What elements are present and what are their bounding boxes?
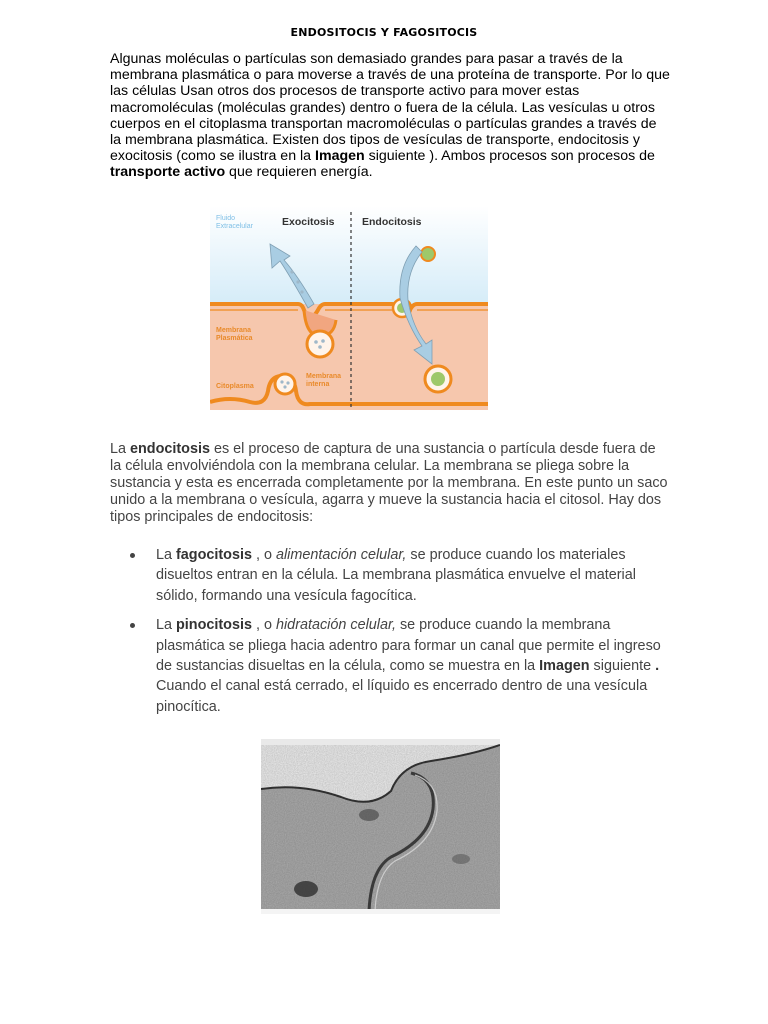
cytoplasm-area <box>210 304 488 410</box>
bullet-text: La <box>156 617 177 634</box>
membrane-label: Membrana Plasmática <box>216 327 253 342</box>
bullet-text: siguiente <box>589 658 652 675</box>
cytoplasm-vesicle <box>275 374 295 394</box>
bullet-text: La <box>156 547 177 563</box>
bullet-bold-dot: . <box>651 658 660 675</box>
list-item-pinocitosis <box>110 615 670 717</box>
intro-text-1: Algunas moléculas o partículas son demasiado grandes para pasar a través de la membrana plasmática o para moverse a través de una proteína de transporte. Por lo que las células Usan otros dos procesos de transporte activo para mover estas macromoléculas (moléculas grandes) dentro o fuera de la célula. Las vesículas u otros cuerpos en el citoplasma transportan macromoléculas o partículas grandes a través de la membrana plasmática. Existen dos tipos de vesículas de transporte, endocitosis y exocitosis (como se ilustra en la <box>110 51 670 165</box>
bullet-dot <box>130 553 135 558</box>
micrograph-organelle <box>359 809 379 821</box>
intro-text-2: siguiente ). Ambos procesos son procesos de <box>364 148 655 165</box>
bullet-italic: hidratación celular, <box>275 617 396 634</box>
bullet-text: , o <box>251 617 276 634</box>
exocytosis-endocytosis-diagram <box>210 206 488 410</box>
extracellular-particle <box>421 247 435 261</box>
endo-bold: endocitosis <box>130 441 210 457</box>
intro-bold-transporte: transporte activo <box>110 164 226 181</box>
bullet-bold-imagen: Imagen <box>539 658 590 675</box>
fluid-label: Fluido Extracelular <box>216 215 253 230</box>
bullet-text: se produce cuando la membrana plasmática se pliega hacia adentro para formar un canal que permite el ingreso de sustancias disueltas en la célula, como se muestra en la <box>156 617 661 675</box>
intro-text-3: que requieren energía. <box>225 164 373 181</box>
micrograph-image <box>261 739 500 914</box>
cytoplasm-label: Citoplasma <box>216 383 254 390</box>
bullet-italic: alimentación celular, <box>275 547 407 563</box>
list-item-fagocitosis <box>110 545 670 606</box>
bullet-bold: fagocitosis <box>176 547 252 563</box>
exocytosis-vesicle <box>307 331 333 357</box>
bullet-dot <box>130 623 135 628</box>
bullet-text: , o <box>251 547 276 563</box>
endocytosis-paragraph <box>110 441 670 526</box>
bullet-bold: pinocitosis <box>176 617 252 634</box>
endocytosis-label: Endocitosis <box>362 216 422 228</box>
endocytosis-types-list <box>110 545 670 726</box>
endo-text-pre: La <box>110 441 131 457</box>
intro-paragraph <box>110 51 670 181</box>
extracellular-fluid-area <box>210 206 488 304</box>
intro-bold-imagen: Imagen <box>315 148 365 165</box>
internal-membrane-label: Membrana interna <box>306 373 342 388</box>
bullet-text: se produce cuando los materiales disueltos entran en la célula. La membrana plasmática envuelve el material sólido, formando una vesícula fagocítica. <box>156 547 636 604</box>
page-title: ENDOSITOCIS Y FAGOSITOCIS <box>290 26 478 39</box>
exocytosis-label: Exocitosis <box>282 216 335 228</box>
endo-text-post: es el proceso de captura de una sustancia o partícula desde fuera de la célula envolviéndola con la membrana celular. La membrana se pliega sobre la sustancia y esta es encerrada completamente por la membrana. En este punto un saco unido a la membrana o vesícula, agarra y mueve la sustancia hacia el citosol. Hay dos tipos principales de endocitosis: <box>110 441 668 525</box>
bullet-text: Cuando el canal está cerrado, el líquido es encerrado dentro de una vesícula pinocítica. <box>156 678 648 715</box>
